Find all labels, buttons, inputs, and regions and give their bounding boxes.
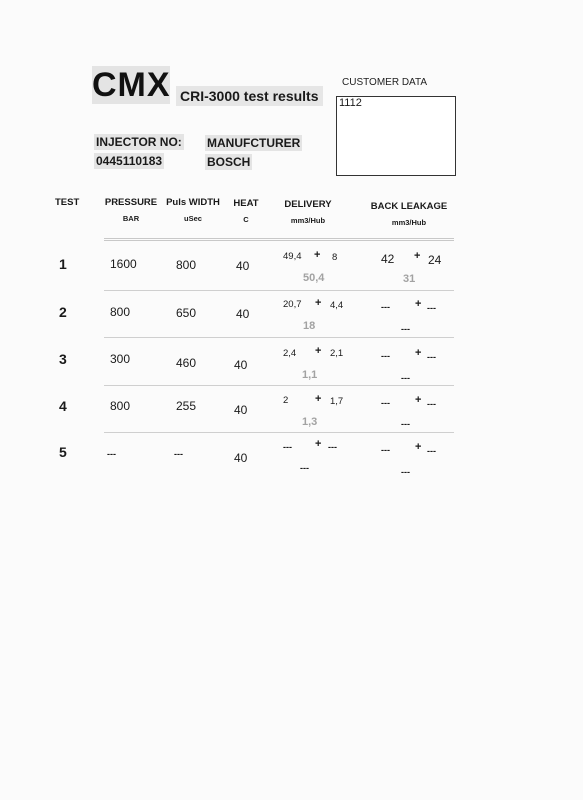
row-divider <box>104 337 454 338</box>
pressure-value: 300 <box>110 352 131 366</box>
col-pressure-header: PRESSURE <box>104 197 158 208</box>
delivery-measured: 1,1 <box>302 369 318 381</box>
heat-value: 40 <box>236 307 250 321</box>
heat-value: 40 <box>234 403 248 417</box>
col-delivery-unit: mm3/Hub <box>290 216 326 225</box>
plus-minus-icon: + <box>415 298 422 310</box>
plus-minus-icon: + <box>414 250 421 262</box>
col-pressure-unit: BAR <box>122 214 140 223</box>
pressure-value: 800 <box>110 399 131 413</box>
delivery-nominal: 2,4 <box>283 348 297 359</box>
delivery-tolerance: --- <box>328 442 337 452</box>
delivery-measured: --- <box>300 463 309 473</box>
heat-value: 40 <box>236 259 250 273</box>
leak-nominal: --- <box>381 351 390 361</box>
cmx-logo: CMX <box>92 66 171 104</box>
leak-nominal: --- <box>381 445 390 455</box>
leak-measured: --- <box>401 324 410 334</box>
customer-data-label: CUSTOMER DATA <box>342 77 428 88</box>
delivery-nominal: 49,4 <box>283 251 302 262</box>
test-number: 4 <box>59 398 67 414</box>
delivery-tolerance: 1,7 <box>330 396 344 407</box>
col-heat-header: HEAT <box>233 198 259 209</box>
leak-measured: 31 <box>403 273 416 285</box>
col-back-leakage-unit: mm3/Hub <box>391 218 427 227</box>
heat-value: 40 <box>234 358 248 372</box>
puls-width-value: 650 <box>176 306 197 320</box>
col-puls-width-header: Puls WIDTH <box>166 197 220 208</box>
manufacturer-label: MANUFCTURER <box>207 136 301 150</box>
delivery-nominal: 20,7 <box>283 299 302 310</box>
delivery-nominal: --- <box>283 442 292 452</box>
injector-no-label: INJECTOR NO: <box>96 135 182 149</box>
test-number: 2 <box>59 304 67 320</box>
plus-minus-icon: + <box>415 394 422 406</box>
test-number: 5 <box>59 444 67 460</box>
plus-minus-icon: + <box>415 347 422 359</box>
delivery-tolerance: 2,1 <box>330 348 344 359</box>
leak-tolerance: --- <box>427 446 436 456</box>
leak-nominal: 42 <box>381 252 395 266</box>
plus-minus-icon: + <box>315 297 322 309</box>
plus-minus-icon: + <box>315 345 322 357</box>
col-test-header: TEST <box>55 197 80 208</box>
pressure-value: 800 <box>110 305 131 319</box>
delivery-measured: 18 <box>303 320 316 332</box>
leak-nominal: --- <box>381 398 390 408</box>
puls-width-value: 255 <box>176 399 197 413</box>
leak-measured: --- <box>401 419 410 429</box>
customer-data-value: 1112 <box>339 97 362 109</box>
delivery-tolerance: 8 <box>332 252 338 263</box>
leak-tolerance: --- <box>427 399 436 409</box>
col-puls-width-unit: uSec <box>184 214 202 223</box>
leak-tolerance: --- <box>427 303 436 313</box>
delivery-nominal: 2 <box>283 395 289 406</box>
delivery-measured: 1,3 <box>302 416 318 428</box>
row-divider <box>104 385 454 386</box>
col-back-leakage-header: BACK LEAKAGE <box>370 201 448 212</box>
pressure-value: --- <box>107 449 116 459</box>
leak-measured: --- <box>401 373 410 383</box>
pressure-value: 1600 <box>110 257 137 271</box>
delivery-tolerance: 4,4 <box>330 300 344 311</box>
puls-width-value: 460 <box>176 356 197 370</box>
header-divider <box>104 238 454 241</box>
leak-nominal: --- <box>381 302 390 312</box>
test-number: 3 <box>59 351 67 367</box>
col-heat-unit: C <box>243 215 249 224</box>
report-title: CRI-3000 test results <box>176 86 323 106</box>
plus-minus-icon: + <box>415 441 422 453</box>
test-number: 1 <box>59 256 67 272</box>
puls-width-value: --- <box>174 449 183 459</box>
leak-measured: --- <box>401 467 410 477</box>
plus-minus-icon: + <box>315 393 322 405</box>
delivery-measured: 50,4 <box>303 272 325 284</box>
plus-minus-icon: + <box>314 249 321 261</box>
row-divider <box>104 290 454 291</box>
leak-tolerance: 24 <box>428 253 442 267</box>
puls-width-value: 800 <box>176 258 197 272</box>
plus-minus-icon: + <box>315 438 322 450</box>
manufacturer-value: BOSCH <box>207 155 251 169</box>
col-delivery-header: DELIVERY <box>284 199 332 210</box>
row-divider <box>104 432 454 433</box>
leak-tolerance: --- <box>427 352 436 362</box>
heat-value: 40 <box>234 451 248 465</box>
injector-no-value: 0445110183 <box>96 154 163 168</box>
